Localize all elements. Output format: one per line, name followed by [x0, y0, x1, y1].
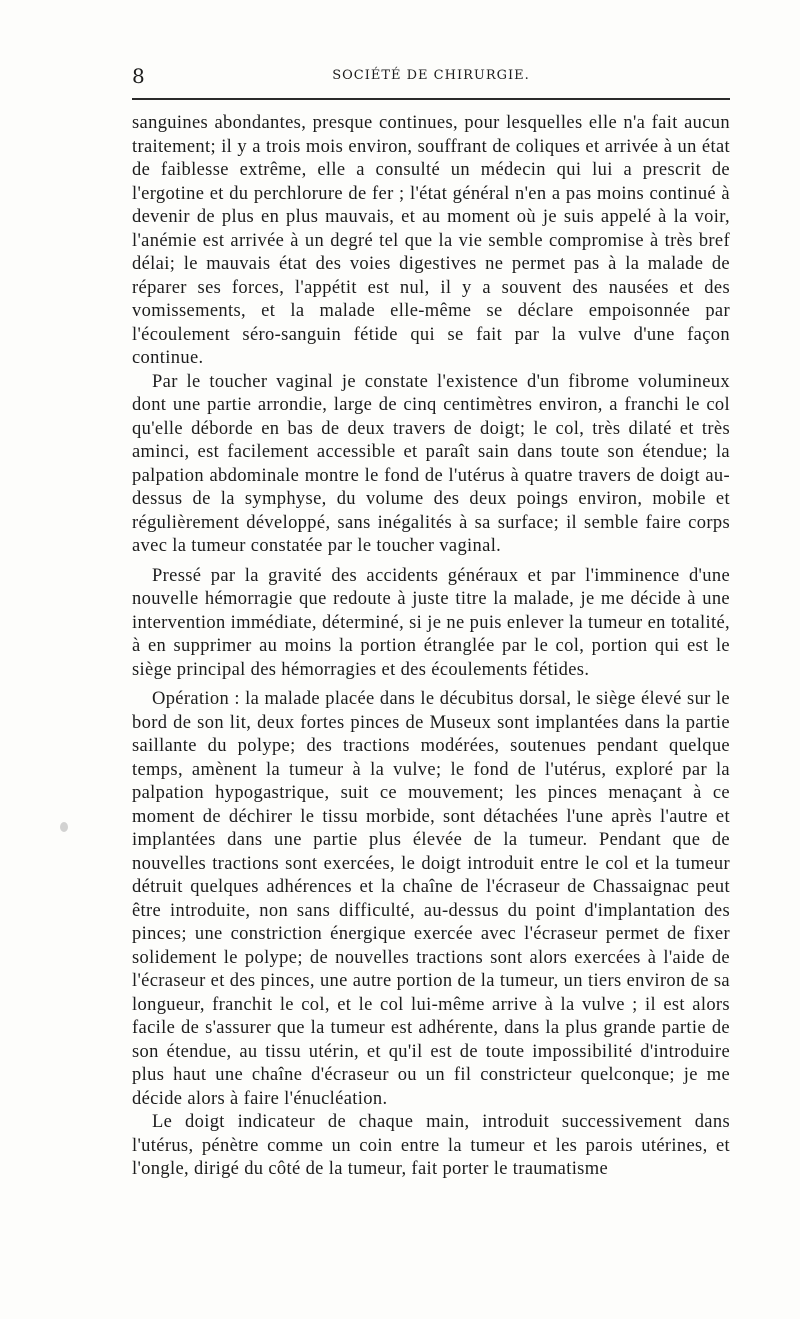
running-head [132, 62, 730, 90]
paragraph-continuation: sanguines abondantes, presque continues, pour lesquelles elle n'a fait aucun traitement; il y a trois mois environ, souffrant de coliques et arrivée à un état de faiblesse extrême, elle a consulté un médecin qui lui a prescrit de l'ergotine et du perchlorure de fer ; l'état général n'en a pas moins continué à devenir de plus en plus mauvais, et au moment où je suis appelé à la voir, l'anémie est arrivée à un degré tel que la vie semble compromise à très bref délai; le mauvais état des voies digestives ne permet pas à la malade de réparer ses forces, l'appétit est nul, il y a souvent des nausées et des vomissements, et la malade elle-même se déclare empoisonnée par l'écoulement séro-sanguin fétide qui se fait par la vulve d'une façon continue. [132, 113, 730, 368]
header-rule [132, 98, 730, 100]
running-title: SOCIÉTÉ DE CHIRURGIE. [332, 68, 530, 83]
body-text [132, 112, 730, 1182]
paragraph-enucleation: Le doigt indicateur de chaque main, introduit successivement dans l'utérus, pénètre comme un coin entre la tumeur et les parois utérines, et l'ongle, dirigé du côté de la tumeur, fait porter le traumatisme [132, 1112, 730, 1179]
paper-speck [60, 822, 68, 832]
paragraph-operation: Opération : la malade placée dans le décubitus dorsal, le siège élevé sur le bord de son lit, deux fortes pinces de Museux sont implantées dans la partie saillante du polype; des tractions modérées, soutenues pendant quelque temps, amènent la tumeur à la vulve; le fond de l'utérus, exploré par la palpation hypogastrique, suit ce mouvement; les pinces menaçant à ce moment de déchirer le tissu morbide, sont détachées l'une après l'autre et implantées dans une partie plus élevée de la tumeur. Pendant que de nouvelles tractions sont exercées, le doigt introduit entre le col et la tumeur détruit quelques adhérences et la chaîne de l'écraseur de Chassaignac peut être introduite, non sans difficulté, au-dessus du point d'implantation des pinces; une constriction énergique exercée avec l'écraseur permet de fixer solidement le polype; de nouvelles tractions sont alors exercées à l'aide de l'écraseur et des pinces, une autre portion de la tumeur, un tiers environ de sa longueur, franchit le col, et le col lui-même arrive à la vulve ; il est alors facile de s'assurer que la tumeur est adhérente, dans la plus grande partie de son étendue, au tissu utérin, et qu'il est de toute impossibilité d'introduire plus haut une chaîne d'écraseur ou un fil constricteur quelconque; je me décide alors à faire l'énucléation. [132, 689, 730, 1109]
paragraph-intervention: Pressé par la gravité des accidents généraux et par l'imminence d'une nouvelle hémorragie que redoute à juste titre la malade, je me décide à une intervention immédiate, déterminé, si je ne puis enlever la tumeur en totalité, à en supprimer au moins la portion étranglée par le col, portion qui est le siège principal des hémorragies et des écoulements fétides. [132, 565, 730, 680]
page-number: 8 [132, 64, 145, 88]
paragraph-toucher-vaginal: Par le toucher vaginal je constate l'existence d'un fibrome volumineux dont une partie arrondie, large de cinq centimètres environ, a franchi le col qu'elle déborde en bas de deux travers de doigt; le col, très dilaté et très aminci, est facilement accessible et paraît sain dans toute son étendue; la palpation abdominale montre le fond de l'utérus à quatre travers de doigt au-dessus de la symphyse, du volume des deux poings environ, mobile et régulièrement développé, sans inégalités à sa surface; il semble faire corps avec la tumeur constatée par le toucher vaginal. [132, 371, 730, 556]
